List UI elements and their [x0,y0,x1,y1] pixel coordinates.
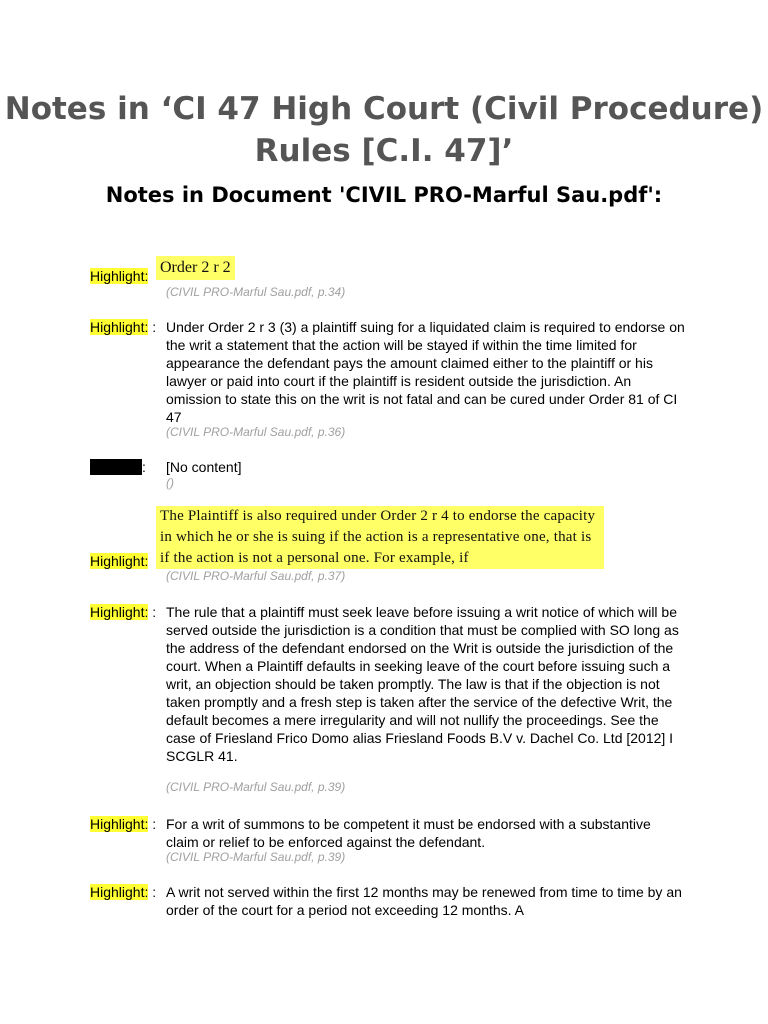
source-reference: (CIVIL PRO-Marful Sau.pdf, p.37) [166,569,346,583]
source-reference: (CIVIL PRO-Marful Sau.pdf, p.39) [166,780,346,794]
highlight-label: Highlight: [90,816,149,832]
label-separator: : [148,604,157,620]
note-text: Under Order 2 r 3 (3) a plaintiff suing for a liquidated claim is required to endorse on the writ a statement that the action will be stayed if within the time limited for appearance the defendant pays the amount claimed either to the plaintiff or his lawyer or paid into court if the plaintiff is resident outside the jurisdiction. An omission to state this on the writ is not fatal and can be cured under Order 81 of CI 47 [166,319,685,425]
label-separator: : [148,884,157,900]
highlight-label: Highlight: [90,604,149,620]
label-separator: : [148,816,157,832]
source-reference: (CIVIL PRO-Marful Sau.pdf, p.39) [166,850,346,864]
note-text: The rule that a plaintiff must seek leave before issuing a writ notice of which will be served outside the jurisdiction is a condition that must be complied with SO long as the address of the defendant endorsed on the Writ is outside the jurisdiction of the court. When a Plaintiff defaults in seeking leave of the court before issuing such a writ, an objection should be taken promptly. The law is that if the objection is not taken promptly and a fresh step is taken after the service of the defective Writ, the default becomes a mere irregularity and will not nullify the proceedings. See the case of Friesland Frico Domo alias Friesland Foods B.V v. Dachel Co. Ltd [2012] I SCGLR 41. [166,604,679,764]
note-text: For a writ of summons to be competent it must be endorsed with a substantive claim or relief to be enforced against the defendant. [166,816,651,850]
highlight-image: The Plaintiff is also required under Order 2 r 4 to endorse the capacity in which he or she is suing if the action is a representative one, that is if the action is not a personal one. For example, if [156,506,604,569]
redacted-label [90,459,142,475]
highlight-label: Highlight: [90,553,149,569]
source-reference: () [166,476,174,490]
label-separator: : [142,459,146,475]
highlight-label: Highlight: [90,268,149,284]
document-subtitle: Notes in Document 'CIVIL PRO-Marful Sau.pdf': [105,183,663,207]
note-text: A writ not served within the first 12 months may be renewed from time to time by an order of the court for a period not exceeding 12 months. A [166,884,682,918]
label-separator: : [148,319,157,335]
note-text: [No content] [166,459,242,475]
highlight-image: Order 2 r 2 [156,256,235,280]
highlight-label: Highlight: [90,319,149,335]
highlight-label: Highlight: [90,884,149,900]
source-reference: (CIVIL PRO-Marful Sau.pdf, p.34) [166,285,346,299]
page-title: Notes in ‘CI 47 High Court (Civil Procedure) Rules [C.I. 47]’ [4,91,764,169]
source-reference: (CIVIL PRO-Marful Sau.pdf, p.36) [166,425,346,439]
